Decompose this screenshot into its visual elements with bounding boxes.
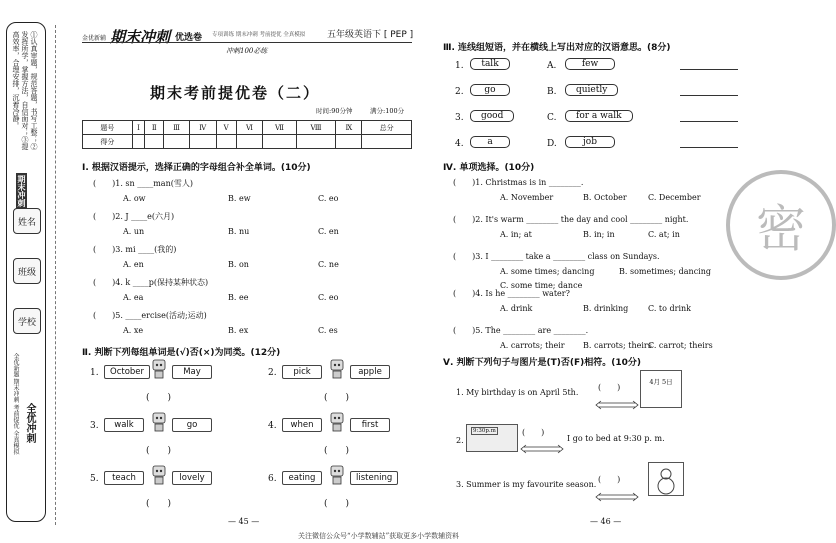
option-c: C. es	[318, 326, 338, 335]
question-stem: ( )1. sn ____man(雪人)	[93, 179, 193, 188]
word-box: October	[104, 365, 150, 379]
score-cell[interactable]	[216, 135, 236, 149]
option-b: B. carrots; theirs	[583, 341, 652, 350]
robot-icon	[150, 464, 168, 490]
strip-brand: 全优冲刺	[24, 403, 35, 443]
word-box: pick	[282, 365, 322, 379]
option-a: A. en	[123, 260, 144, 269]
section1-title: Ⅰ. 根据汉语提示，选择正确的字母组合补全单词。(10分)	[82, 163, 311, 173]
logo-sub: 优选卷	[175, 33, 203, 43]
option-b: B. on	[228, 260, 249, 269]
binding-strip	[6, 22, 46, 522]
option-c: C. some time; dance	[500, 281, 583, 290]
score-cell[interactable]	[336, 135, 362, 149]
question-stem: ( )4. k ____p(保持某种状态)	[93, 278, 209, 287]
word-box: first	[350, 418, 390, 432]
option-c: C. eo	[318, 293, 339, 302]
answer-line[interactable]	[680, 112, 738, 122]
option-a: A. ea	[123, 293, 144, 302]
answer-paren[interactable]: ( )	[324, 446, 350, 456]
score-table-header-cell: Ⅷ	[296, 121, 336, 135]
word-box: May	[172, 365, 212, 379]
snowman-picture	[648, 462, 684, 496]
score-cell[interactable]	[236, 135, 263, 149]
robot-icon	[328, 464, 346, 490]
phrase-scroll[interactable]: good	[470, 110, 514, 122]
pair-number: 1.	[90, 368, 99, 378]
logo-title: 期末冲刺	[110, 28, 171, 46]
question-stem: ( )2. It's warm ________ the day and cool ________ night.	[453, 215, 689, 224]
option-a: A. drink	[500, 304, 533, 313]
answer-paren[interactable]: ( )	[598, 383, 621, 392]
answer-paren[interactable]: ( )	[324, 499, 350, 509]
row-number: 4.	[455, 139, 464, 149]
option-c: C. at; in	[648, 230, 680, 239]
option-letter: D.	[547, 139, 557, 149]
option-b: B. ex	[228, 326, 249, 335]
question-stem: ( )4. Is he ________ water?	[453, 289, 570, 298]
question-stem: ( )1. Christmas is in ________.	[453, 178, 584, 187]
option-letter: A.	[547, 61, 557, 71]
word-box: listening	[350, 471, 398, 485]
answer-line[interactable]	[680, 86, 738, 96]
score-table-header-cell: Ⅲ	[164, 121, 190, 135]
row-number: 3.	[455, 113, 464, 123]
word-box: apple	[350, 365, 390, 379]
score-table-header-cell: Ⅰ	[132, 121, 144, 135]
score-table-header-cell: 总分	[362, 121, 412, 135]
word-box: eating	[282, 471, 322, 485]
option-c: C. to drink	[648, 304, 691, 313]
option-c: C. December	[648, 193, 701, 202]
class-field[interactable]: 班级	[13, 258, 41, 284]
option-a: A. some times; dancing	[500, 267, 595, 276]
score-cell[interactable]	[296, 135, 336, 149]
page-number-left: — 45 —	[228, 517, 260, 526]
page-number-right: — 46 —	[590, 517, 622, 526]
row-number: 1.	[455, 61, 464, 71]
strip-logo: 期末冲刺	[17, 175, 26, 207]
answer-paren[interactable]: ( )	[324, 393, 350, 403]
word-box: walk	[104, 418, 144, 432]
pair-number: 5.	[90, 474, 99, 484]
brand-small: 金优新辅	[82, 35, 107, 42]
name-field[interactable]: 姓名	[13, 208, 41, 234]
option-a: A. in; at	[500, 230, 532, 239]
s5-sentence-3: 3. Summer is my favourite season.	[456, 480, 597, 489]
answer-paren[interactable]: ( )	[146, 393, 172, 403]
score-cell[interactable]	[362, 135, 412, 149]
score-table-header-cell: Ⅴ	[216, 121, 236, 135]
pair-number: 6.	[268, 474, 277, 484]
score-table-header-cell: Ⅵ	[236, 121, 263, 135]
score-cell[interactable]	[263, 135, 296, 149]
option-b: B. ew	[228, 194, 251, 203]
option-c: C. eo	[318, 194, 339, 203]
grade-label: 五年级英语下 [ PEP ]	[327, 30, 414, 40]
score-table	[82, 120, 412, 149]
phrase-scroll[interactable]: job	[565, 136, 615, 148]
option-c: C. ne	[318, 260, 339, 269]
bed-clock-picture: 9:30p.m	[466, 424, 518, 452]
score-table-header-cell: Ⅳ	[190, 121, 217, 135]
pair-number: 4.	[268, 421, 277, 431]
section4-title: Ⅳ. 单项选择。(10分)	[443, 163, 535, 173]
question-stem: ( )5. The ________ are ________.	[453, 326, 589, 335]
score-table-header-cell: Ⅶ	[263, 121, 296, 135]
score-cell[interactable]	[145, 135, 164, 149]
option-a: A. carrots; their	[500, 341, 565, 350]
score-table-header-cell: Ⅱ	[145, 121, 164, 135]
question-stem: ( )5. ____ercise(活动;运动)	[93, 311, 207, 320]
robot-icon	[150, 358, 168, 384]
pair-number: 2.	[268, 368, 277, 378]
pair-number: 3.	[90, 421, 99, 431]
double-arrow-icon	[520, 438, 564, 446]
score-label: 满分:100分	[370, 107, 405, 115]
score-cell[interactable]	[164, 135, 190, 149]
answer-line[interactable]	[680, 138, 738, 148]
motto: 冲刺100必练	[226, 47, 268, 55]
header-slogan: 专项训练 期末冲刺 考前提优 全真模拟	[212, 32, 306, 38]
confidential-stamp: 密	[726, 170, 836, 280]
score-table-score-label: 得分	[83, 135, 133, 149]
option-b: B. drinking	[583, 304, 629, 313]
phrase-scroll[interactable]: quietly	[565, 84, 618, 96]
question-stem: ( )2. J ____e(六月)	[93, 212, 175, 221]
option-b: B. sometimes; dancing	[619, 267, 711, 276]
option-b: B. in; in	[583, 230, 615, 239]
word-box: when	[282, 418, 322, 432]
phrase-scroll[interactable]: few	[565, 58, 615, 70]
robot-icon	[328, 411, 346, 437]
option-b: B. ee	[228, 293, 249, 302]
section3-title: Ⅲ. 连线组短语，并在横线上写出对应的汉语意思。(8分)	[443, 43, 671, 53]
score-cell[interactable]	[132, 135, 144, 149]
question-stem: ( )3. I ________ take a ________ class on Sundays.	[453, 252, 660, 261]
option-c: C. en	[318, 227, 339, 236]
answer-paren[interactable]: ( )	[522, 428, 545, 437]
option-c: C. carrot; theirs	[648, 341, 713, 350]
score-cell[interactable]	[190, 135, 217, 149]
row-number: 2.	[455, 87, 464, 97]
strip-slogan: 全优新题 期末冲刺 考前提优 全真模拟	[12, 353, 19, 455]
section5-title: Ⅴ. 判断下列句子与图片是(T)否(F)相符。(10分)	[443, 358, 642, 368]
answer-paren[interactable]: ( )	[146, 446, 172, 456]
phrase-scroll[interactable]: talk	[470, 58, 510, 70]
s5-sentence-1: 1. My birthday is on April 5th.	[456, 388, 579, 397]
word-box: teach	[104, 471, 144, 485]
header-rule	[82, 42, 412, 43]
option-a: A. November	[500, 193, 554, 202]
option-letter: B.	[547, 87, 557, 97]
section2-title: Ⅱ. 判断下列每组单词是(√)否(×)为同类。(12分)	[82, 348, 281, 358]
robot-icon	[328, 358, 346, 384]
word-box: go	[172, 418, 212, 432]
calendar-picture: 4月 5日	[640, 370, 682, 408]
score-table-header-label: 题号	[83, 121, 133, 135]
s5-sentence-2: I go to bed at 9:30 p. m.	[567, 434, 665, 443]
footer-note: 关注微信公众号“小学数辅站”获取更多小学数辅资料	[298, 532, 460, 540]
score-table-header-cell: Ⅸ	[336, 121, 362, 135]
phrase-scroll[interactable]: a	[470, 136, 510, 148]
robot-icon	[150, 411, 168, 437]
option-a: A. un	[123, 227, 145, 236]
answer-line[interactable]	[680, 60, 738, 70]
option-a: A. ow	[123, 194, 146, 203]
option-letter: C.	[547, 113, 557, 123]
double-arrow-icon	[595, 394, 639, 402]
s5-num-2: 2.	[456, 436, 464, 445]
double-arrow-icon	[595, 486, 639, 494]
word-box: lovely	[172, 471, 212, 485]
exam-instructions: ①认真审题，规范答题，书写工整；②发挥所学，掌握方法，自信面对；③提高效率，合理安排，沉着冷静。	[12, 31, 38, 150]
answer-paren[interactable]: ( )	[146, 499, 172, 509]
page-title: 期末考前提优卷（二）	[150, 84, 321, 102]
phrase-scroll[interactable]: for a walk	[565, 110, 633, 122]
cut-line	[55, 25, 56, 525]
option-b: B. October	[583, 193, 627, 202]
answer-paren[interactable]: ( )	[598, 475, 621, 484]
question-stem: ( )3. mi ____(我的)	[93, 245, 177, 254]
school-field[interactable]: 学校	[13, 308, 41, 334]
option-a: A. xe	[123, 326, 144, 335]
time-label: 时间:90分钟	[316, 107, 353, 115]
phrase-scroll[interactable]: go	[470, 84, 510, 96]
option-b: B. nu	[228, 227, 250, 236]
